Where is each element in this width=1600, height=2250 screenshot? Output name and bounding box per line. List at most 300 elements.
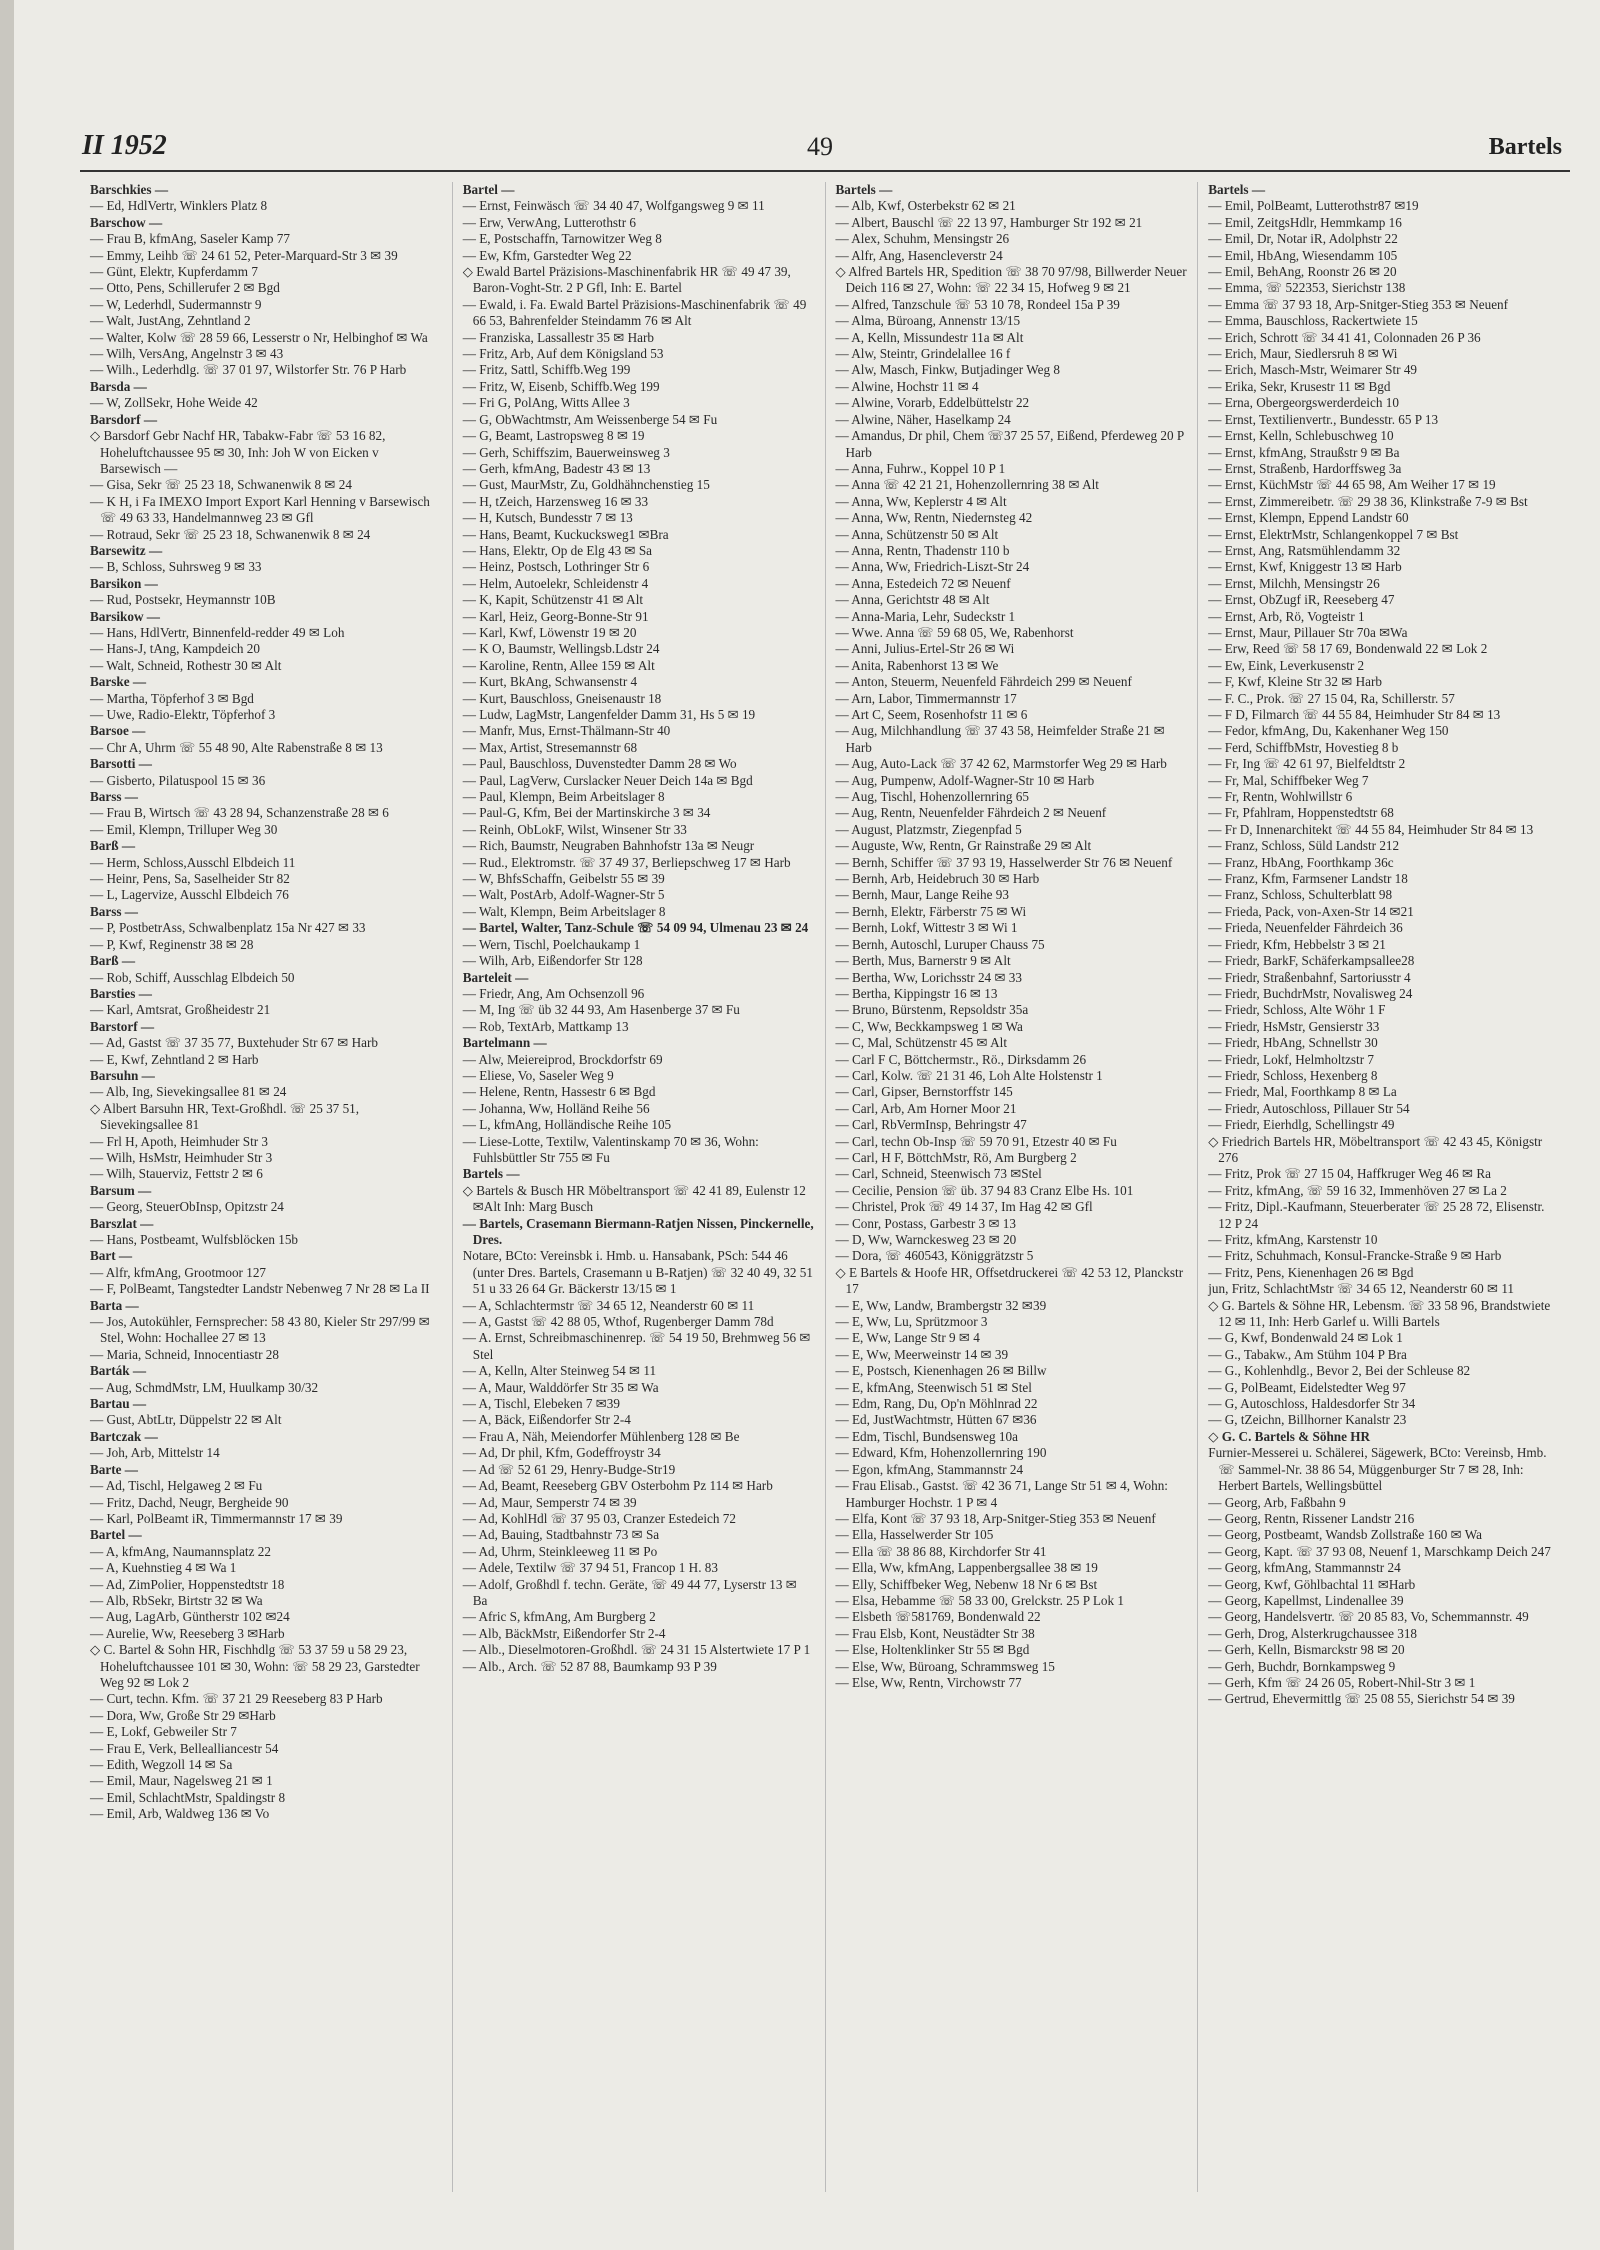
listing-entry: — Carl, Schneid, Steenwisch 73 ✉Stel (835, 1166, 1042, 1182)
listing-entry: — Paul, Bauschloss, Duvenstedter Damm 28 ✉ Wo (462, 756, 737, 772)
listing-entry: — Franziska, Lassallestr 35 ✉ Harb (462, 329, 654, 345)
listing-entry: — Curt, techn. Kfm. ☏ 37 21 29 Reeseberg 83 P Harb (90, 1691, 383, 1707)
column-4 (1198, 182, 1570, 2192)
listing-entry: — Else, Ww, Büroang, Schrammsweg 15 (835, 1658, 1055, 1674)
listing-entry: — Fritz, kfmAng, ☏ 59 16 32, Immenhöven 27 ✉ La 2 (1208, 1182, 1507, 1198)
listing-entry: — Wwe. Anna ☏ 59 68 05, We, Rabenhorst (835, 624, 1074, 640)
listing-entry: — Adolf, Großhdl f. techn. Geräte, ☏ 49 44 77, Lyserstr 13 ✉ Ba (462, 1576, 797, 1608)
listing-entry: — Emil, HbAng, Wiesendamm 105 (1208, 247, 1398, 263)
listing-entry: — Ernst, ElektrMstr, Schlangenkoppel 7 ✉ Bst (1208, 526, 1459, 542)
listing-entry: — Erw, VerwAng, Lutterothstr 6 (462, 214, 636, 230)
running-head: Bartels (1488, 134, 1562, 160)
listing-entry: — Fritz, Dipl.-Kaufmann, Steuerberater ☏ 25 28 72, Elisenstr. 12 P 24 (1208, 1199, 1545, 1231)
listing-entry: — Ernst, Zimmereibetr. ☏ 29 38 36, Klinkstraße 7-9 ✉ Bst (1208, 493, 1528, 509)
listing-entry: — Bernh, Arb, Heidebruch 30 ✉ Harb (835, 871, 1040, 887)
listing-entry: — Georg, Rentn, Rissener Landstr 216 (1208, 1510, 1415, 1526)
listing-entry: — Emil, BehAng, Roonstr 26 ✉ 20 (1208, 264, 1397, 280)
listing-entry: — E, Ww, Lu, Sprützmoor 3 (835, 1314, 988, 1330)
listing-entry: — A, Schlachtermstr ☏ 34 65 12, Neanderstr 60 ✉ 11 (462, 1297, 755, 1313)
listing-entry: — Alb, BäckMstr, Eißendorfer Str 2-4 (462, 1625, 666, 1641)
listing-entry: — Ernst, Feinwäsch ☏ 34 40 47, Wolfgangsweg 9 ✉ 11 (462, 198, 765, 214)
listing-entry: — Ad, Tischl, Helgaweg 2 ✉ Fu (90, 1478, 263, 1494)
listing-entry: — Alw, Steintr, Grindelallee 16 f (835, 346, 1011, 362)
listing-entry: Furnier-Messerei u. Schälerei, Sägewerk, BCto: Vereinsb, Hmb. ☏ Sammel-Nr. 38 86 54, Müggenburger Str 7 ✉ 28, Inh: Herbert Bartels, Wellingsbüttel (1208, 1445, 1547, 1494)
listing-entry: — C, Ww, Beckkampsweg 1 ✉ Wa (835, 1018, 1023, 1034)
listing-entry: — Ernst, Ang, Ratsmühlendamm 32 (1208, 542, 1401, 558)
listing-entry: — Frieda, Neuenfelder Fährdeich 36 (1208, 920, 1403, 936)
surname-heading: Barsum — (90, 1182, 152, 1198)
listing-entry: — A, Kelln, Alter Steinweg 54 ✉ 11 (462, 1363, 657, 1379)
listing-entry: — Alfred, Tanzschule ☏ 53 10 78, Rondeel 15a P 39 (835, 296, 1120, 312)
listing-entry: — E, Ww, Meerweinstr 14 ✉ 39 (835, 1346, 1009, 1362)
surname-heading: Barsotti — (90, 756, 152, 772)
listing-entry: — Chr A, Uhrm ☏ 55 48 90, Alte Rabenstraße 8 ✉ 13 (90, 739, 383, 755)
listing-entry: jun, Fritz, SchlachtMstr ☏ 34 65 12, Neanderstr 60 ✉ 11 (1208, 1281, 1515, 1297)
listing-entry: — Ella, Hasselwerder Str 105 (835, 1527, 994, 1543)
listing-entry: — Gisberto, Pilatuspool 15 ✉ 36 (90, 772, 266, 788)
listing-entry: — A, Tischl, Elebeken 7 ✉39 (462, 1396, 620, 1412)
listing-entry: — Gust, AbtLtr, Düppelstr 22 ✉ Alt (90, 1412, 282, 1428)
listing-entry: — Else, Holtenklinker Str 55 ✉ Bgd (835, 1642, 1030, 1658)
surname-heading: Bartczak — (90, 1428, 158, 1444)
firm-listing: — Bartel, Walter, Tanz-Schule ☏ 54 09 94, Ulmenau 23 ✉ 24 (462, 920, 809, 936)
listing-entry: — Georg, kfmAng, Stammannstr 24 (1208, 1560, 1401, 1576)
listing-entry: — Fr, Rentn, Wohlwillstr 6 (1208, 789, 1353, 805)
listing-entry: — P, Kwf, Reginenstr 38 ✉ 28 (90, 936, 254, 952)
listing-entry: — Herm, Schloss,Ausschl Elbdeich 11 (90, 854, 296, 870)
listing-entry: — D, Ww, Warnckesweg 23 ✉ 20 (835, 1232, 1017, 1247)
surname-heading: Barta — (90, 1297, 139, 1313)
listing-entry: — A, Maur, Walddörfer Str 35 ✉ Wa (462, 1379, 659, 1395)
listing-entry: — Emil, Klempn, Trilluper Weg 30 (90, 821, 278, 837)
listing-entry: — Ernst, Maur, Pillauer Str 70a ✉Wa (1208, 624, 1408, 640)
listing-entry: — G, PolBeamt, Eidelstedter Weg 97 (1208, 1379, 1406, 1395)
listing-entry: — Gerh, Schiffszim, Bauerweinsweg 3 (462, 444, 670, 460)
surname-heading: Barsoe — (90, 723, 146, 739)
listing-entry: ◇ Albert Barsuhn HR, Text-Großhdl. ☏ 25 37 51, Sievekingsallee 81 (90, 1100, 360, 1133)
listing-entry: — Fedor, kfmAng, Du, Kakenhaner Weg 150 (1208, 723, 1449, 739)
listing-entry: — Erna, Obergeorgswerderdeich 10 (1208, 395, 1399, 411)
listing-entry: — Wilh, Arb, Eißendorfer Str 128 (462, 953, 643, 969)
surname-heading: Barss — (90, 903, 138, 919)
listing-entry: — Wilh, HsMstr, Heimhuder Str 3 (90, 1149, 273, 1165)
listing-entry: — Fritz, Pens, Kienenhagen 26 ✉ Bgd (1208, 1264, 1414, 1280)
listing-entry: — P, PostbetrAss, Schwalbenplatz 15a Nr 427 ✉ 33 (90, 920, 366, 936)
listing-entry: — Anna, Schützenstr 50 ✉ Alt (835, 526, 999, 542)
listing-entry: — Ad ☏ 52 61 29, Henry-Budge-Str19 (462, 1461, 676, 1477)
listing-entry: — Franz, HbAng, Foorthkamp 36c (1208, 854, 1394, 870)
listing-entry: — H, tZeich, Harzensweg 16 ✉ 33 (462, 493, 649, 509)
listing-entry: — Christel, Prok ☏ 49 14 37, Im Hag 42 ✉ Gfl (835, 1199, 1093, 1215)
listing-entry: — Ewald, i. Fa. Ewald Bartel Präzisions-Maschinenfabrik ☏ 49 66 53, Bahrenfelder Steindamm 76 ✉ Alt (462, 296, 807, 329)
listing-entry: — Uwe, Radio-Elektr, Töpferhof 3 (90, 707, 276, 722)
listing-entry: — Erich, Schrott ☏ 34 41 41, Colonnaden 26 P 36 (1208, 329, 1481, 345)
listing-entry: — Fritz, Dachd, Neugr, Bergheide 90 (90, 1494, 289, 1510)
listing-entry: — G, ObWachtmstr, Am Weissenberge 54 ✉ Fu (462, 411, 718, 427)
listing-entry: — Berth, Mus, Barnerstr 9 ✉ Alt (835, 953, 1011, 969)
surname-heading: Bartelmann — (462, 1035, 547, 1051)
listing-entry: — Alfr, Ang, Hasencleverstr 24 (835, 247, 1003, 263)
listing-entry: — Fritz, W, Eisenb, Schiffb.Weg 199 (462, 378, 660, 394)
surname-heading: Barte — (90, 1461, 138, 1477)
listing-entry: — Alex, Schuhm, Mensingstr 26 (835, 231, 1010, 247)
surname-heading: Barsda — (90, 378, 147, 394)
listing-entry: — Alw, Meiereiprod, Brockdorfstr 69 (462, 1051, 663, 1067)
listing-entry: — Emil, ZeitgsHdlr, Hemmkamp 16 (1208, 214, 1402, 230)
directory-page (70, 110, 1570, 2200)
listing-entry: ◇ Bartels & Busch HR Möbeltransport ☏ 42 41 89, Eulenstr 12 ✉Alt Inh: Marg Busch (462, 1182, 806, 1215)
listing-entry: — Anna ☏ 42 21 21, Hohenzollernring 38 ✉ Alt (835, 477, 1099, 493)
page-header (70, 110, 1570, 168)
listing-entry: Notare, BCto: Vereinsbk i. Hmb. u. Hansabank, PSch: 544 46 (unter Dres. Bartels, Crasemann u B-Ratjen) ☏ 32 40 49, 32 51 51 u 33 26 64 Gr. Bäckerstr 13/15 ✉ 1 (462, 1248, 813, 1297)
listing-entry: — Art C, Seem, Rosenhofstr 11 ✉ 6 (835, 707, 1028, 722)
listing-entry: — Anni, Julius-Ertel-Str 26 ✉ Wi (835, 641, 1015, 657)
surname-heading: Barszlat — (90, 1215, 154, 1231)
listing-entry: — L, Lagervize, Ausschl Elbdeich 76 (90, 887, 289, 903)
listing-entry: — August, Platzmstr, Ziegenpfad 5 (835, 821, 1022, 837)
listing-entry: — Elly, Schiffbeker Weg, Nebenw 18 Nr 6 ✉ Bst (835, 1576, 1098, 1592)
listing-entry: — Alb., Arch. ☏ 52 87 88, Baumkamp 93 P 39 (462, 1658, 717, 1674)
listing-entry: — Anna, Estedeich 72 ✉ Neuenf (835, 575, 1011, 591)
listing-entry: — Ad, KohlHdl ☏ 37 95 03, Cranzer Estedeich 72 (462, 1510, 736, 1526)
volume-year: II 1952 (82, 130, 167, 161)
listing-entry: — Ernst, Straßenb, Hardorffsweg 3a (1208, 460, 1402, 476)
listing-entry: — Aug, Tischl, Hohenzollernring 65 (835, 789, 1029, 805)
surname-heading: Bartels — (462, 1166, 520, 1182)
listing-entry: — Friedr, BuchdrMstr, Novalisweg 24 (1208, 985, 1413, 1001)
listing-entry: — Alma, Büroang, Annenstr 13/15 (835, 313, 1021, 329)
listing-entry: — Gerh, Kelln, Bismarckstr 98 ✉ 20 (1208, 1642, 1405, 1658)
listing-entry: — Erich, Masch-Mstr, Weimarer Str 49 (1208, 362, 1418, 378)
listing-entry: — B, Schloss, Suhrsweg 9 ✉ 33 (90, 559, 262, 575)
listing-entry: — Fritz, Sattl, Schiffb.Weg 199 (462, 362, 631, 378)
listing-entry: — Kurt, Bauschloss, Gneisenaustr 18 (462, 690, 662, 706)
listing-entry: — Ernst, Kelln, Schlebuschweg 10 (1208, 428, 1394, 444)
listing-entry: — Frau B, kfmAng, Saseler Kamp 77 (90, 231, 290, 247)
listing-entry: — E, Lokf, Gebweiler Str 7 (90, 1724, 237, 1740)
listing-entry: — Edward, Kfm, Hohenzollernring 190 (835, 1445, 1047, 1461)
listing-entry: — Frau E, Verk, Bellealliancestr 54 (90, 1740, 279, 1756)
listing-entry: — Georg, SteuerObInsp, Opitzstr 24 (90, 1199, 284, 1215)
listing-entry: — G, tZeichn, Billhorner Kanalstr 23 (1208, 1412, 1407, 1428)
listing-entry: — A, Gastst ☏ 42 88 05, Wthof, Rugenberger Damm 78d (462, 1314, 774, 1330)
listing-entry: — Wern, Tischl, Poelchaukamp 1 (462, 936, 641, 952)
listing-entry: — Paul, Klempn, Beim Arbeitslager 8 (462, 789, 665, 805)
listing-entry: — H, Kutsch, Bundesstr 7 ✉ 13 (462, 510, 633, 526)
listing-entry: — Ad, Gastst ☏ 37 35 77, Buxtehuder Str 67 ✉ Harb (90, 1035, 378, 1051)
listing-entry: — Walt, JustAng, Zehntland 2 (90, 313, 251, 329)
listing-entry: — Erich, Maur, Siedlersruh 8 ✉ Wi (1208, 346, 1398, 362)
listing-entry: — Friedr, Autoschloss, Pillauer Str 54 (1208, 1100, 1410, 1116)
listing-entry: — Elsa, Hebamme ☏ 58 33 00, Grelckstr. 25 P Lok 1 (835, 1592, 1125, 1608)
listing-entry: — K H, i Fa IMEXO Import Export Karl Henning v Barsewisch ☏ 49 63 33, Handelmannweg 23 ✉ Gfl (90, 493, 430, 526)
listing-entry: — Georg, Handelsvertr. ☏ 20 85 83, Vo, Schemmannstr. 49 (1208, 1609, 1529, 1625)
listing-entry: — Emil, SchlachtMstr, Spaldingstr 8 (90, 1789, 286, 1805)
listing-entry: — Friedr, BarkF, Schäferkampsallee28 (1208, 953, 1415, 969)
listing-entry: — Georg, Postbeamt, Wandsb Zollstraße 160 ✉ Wa (1208, 1527, 1482, 1543)
listing-entry: — Paul, LagVerw, Curslacker Neuer Deich 14a ✉ Bgd (462, 772, 753, 788)
listing-entry: — Emma, ☏ 522353, Sierichstr 138 (1208, 280, 1406, 296)
listing-entry: — Anna, Ww, Friedrich-Liszt-Str 24 (835, 559, 1030, 575)
listing-entry: ◇ Alfred Bartels HR, Spedition ☏ 38 70 97/98, Billwerder Neuer Deich 116 ✉ 27, Wohn: ☏ 22 34 15, Hofweg 9 ✉ 21 (835, 264, 1187, 296)
surname-heading: Barschow — (90, 214, 163, 230)
listing-entry: — Anton, Steuerm, Neuenfeld Fährdeich 299 ✉ Neuenf (835, 674, 1132, 690)
listing-entry: — G, Autoschloss, Haldesdorfer Str 34 (1208, 1396, 1416, 1412)
listing-entry: — Gerh, Kfm ☏ 24 26 05, Robert-Nhil-Str 3 ✉ 1 (1208, 1674, 1476, 1690)
listing-entry: — Alw, Masch, Finkw, Butjadinger Weg 8 (835, 362, 1060, 378)
listing-entry: — Bruno, Bürstenm, Repsoldstr 35a (835, 1002, 1029, 1018)
listing-entry: — Else, Ww, Rentn, Virchowstr 77 (835, 1674, 1022, 1690)
listing-entry: — Emil, Dr, Notar iR, Adolphstr 22 (1208, 231, 1398, 247)
listing-entry: — Elfa, Kont ☏ 37 93 18, Arp-Snitger-Stieg 353 ✉ Neuenf (835, 1510, 1156, 1526)
listing-entry: ◇ Barsdorf Gebr Nachf HR, Tabakw-Fabr ☏ 53 16 82, Hoheluftchaussee 95 ✉ 30, Inh: Joh W von Eicken v Barsewisch — (90, 428, 386, 476)
listing-entry: — Emma, Bauschloss, Rackertwiete 15 (1208, 313, 1418, 329)
listing-entry: — Aug, LagArb, Güntherstr 102 ✉24 (90, 1609, 290, 1625)
listing-entry: — Walter, Kolw ☏ 28 59 66, Lesserstr o Nr, Helbinghof ✉ Wa (90, 329, 428, 345)
surname-heading: Bart — (90, 1248, 133, 1264)
surname-heading: Barsewitz — (90, 542, 163, 558)
listing-entry: ◇ G. Bartels & Söhne HR, Lebensm. ☏ 33 58 96, Brandstwiete 12 ✉ 11, Inh: Herb Garlef u. Willi Bartels (1208, 1297, 1551, 1330)
listing-entry: — Karl, Amtsrat, Großheidestr 21 (90, 1002, 271, 1018)
header-rule (80, 170, 1570, 172)
surname-heading: Barták — (90, 1363, 147, 1379)
listing-entry: — Friedr, Eierhdlg, Schellingstr 49 (1208, 1117, 1395, 1133)
listing-entry: — Aug, Milchhandlung ☏ 37 43 58, Heimfelder Straße 21 ✉ Harb (835, 723, 1165, 755)
listing-entry: — Reinh, ObLokF, Wilst, Winsener Str 33 (462, 821, 687, 837)
surname-heading: Barsikow — (90, 608, 160, 624)
listing-entry: — Ad, Beamt, Reeseberg GBV Osterbohm Pz 114 ✉ Harb (462, 1478, 773, 1494)
listing-entry: — F. C., Prok. ☏ 27 15 04, Ra, Schillerstr. 57 (1208, 690, 1455, 706)
page-number: 49 (807, 132, 833, 161)
listing-entry: — Anna-Maria, Lehr, Sudeckstr 1 (835, 608, 1016, 624)
listing-entry: — Wilh, Stauerviz, Fettstr 2 ✉ 6 (90, 1166, 263, 1182)
column-3 (826, 182, 1199, 2192)
listing-entry: — Georg, Kapt. ☏ 37 93 08, Neuenf 1, Marschkamp Deich 247 (1208, 1543, 1551, 1559)
listing-entry: — Gerh, kfmAng, Badestr 43 ✉ 13 (462, 460, 651, 476)
surname-heading: Bartel — (462, 182, 515, 197)
listing-entry: — E, Ww, Lange Str 9 ✉ 4 (835, 1330, 980, 1346)
surname-heading: Barß — (90, 838, 136, 854)
listing-entry: — Rotraud, Sekr ☏ 25 23 18, Schwanenwik 8 ✉ 24 (90, 526, 371, 542)
listing-entry: — Karl, Heiz, Georg-Bonne-Str 91 (462, 608, 649, 624)
listing-entry: — Gust, MaurMstr, Zu, Goldhähnchenstieg 15 (462, 477, 710, 493)
listing-entry: — Friedr, Ang, Am Ochsenzoll 96 (462, 985, 645, 1001)
listing-entry: — Carl F C, Böttchermstr., Rö., Dirksdamm 26 (835, 1051, 1087, 1067)
listing-entry: — Afric S, kfmAng, Am Burgberg 2 (462, 1609, 656, 1625)
listing-entry: — F D, Filmarch ☏ 44 55 84, Heimhuder Str 84 ✉ 13 (1208, 707, 1501, 722)
listing-entry: — Friedr, HbAng, Schnellstr 30 (1208, 1035, 1378, 1051)
listing-entry: — Hans, Postbeamt, Wulfsblöcken 15b (90, 1232, 299, 1247)
surname-heading: Barsties — (90, 985, 152, 1001)
listing-entry: — Jos, Autokühler, Fernsprecher: 58 43 80, Kieler Str 297/99 ✉ Stel, Wohn: Hochallee 27 ✉ 13 (90, 1314, 430, 1346)
listing-entry: — Karl, PolBeamt iR, Timmermannstr 17 ✉ 39 (90, 1510, 343, 1526)
listing-entry: — Amandus, Dr phil, Chem ☏37 25 57, Eißend, Pferdeweg 20 P Harb (835, 428, 1184, 460)
listing-entry: — Ernst, Klempn, Eppend Landstr 60 (1208, 510, 1409, 526)
listing-entry: — Ferd, SchiffbMstr, Hovestieg 8 b (1208, 739, 1399, 755)
listing-entry: — Emil, Arb, Waldweg 136 ✉ Vo (90, 1806, 270, 1822)
listing-entry: — Anna, Ww, Keplerstr 4 ✉ Alt (835, 493, 1007, 509)
listing-entry: — A, Kelln, Missundestr 11a ✉ Alt (835, 329, 1024, 345)
surname-heading: Barsdorf — (90, 411, 158, 427)
listing-entry: — Gertrud, Ehevermittlg ☏ 25 08 55, Sierichstr 54 ✉ 39 (1208, 1691, 1515, 1707)
listing-entry: — Frau A, Näh, Meiendorfer Mühlenberg 128 ✉ Be (462, 1428, 740, 1444)
listing-entry: — Maria, Schneid, Innocentiastr 28 (90, 1346, 279, 1362)
listing-entry: — Rud, Postsekr, Heymannstr 10B (90, 592, 276, 608)
listing-entry: — Edm, Rang, Du, Op'n Möhlnrad 22 (835, 1396, 1038, 1412)
listing-entry: — Ella, Ww, kfmAng, Lappenbergsallee 38 ✉ 19 (835, 1560, 1098, 1576)
listing-entry: — Anna, Gerichtstr 48 ✉ Alt (835, 592, 990, 608)
listing-entry: — Alb, Kwf, Osterbekstr 62 ✉ 21 (835, 198, 1016, 214)
listing-entry: — Walt, Schneid, Rothestr 30 ✉ Alt (90, 657, 282, 673)
listing-entry: — Emil, PolBeamt, Lutterothstr87 ✉19 (1208, 198, 1419, 214)
listing-entry: — E, Kwf, Zehntland 2 ✉ Harb (90, 1051, 259, 1067)
listing-entry: — Anna, Rentn, Thadenstr 110 b (835, 542, 1010, 558)
listing-entry: — Carl, techn Ob-Insp ☏ 59 70 91, Etzestr 40 ✉ Fu (835, 1133, 1117, 1149)
listing-entry: — W, ZollSekr, Hohe Weide 42 (90, 395, 258, 411)
listing-entry: — Elsbeth ☏581769, Bondenwald 22 (835, 1609, 1041, 1625)
listing-entry: — Carl, Kolw. ☏ 21 31 46, Loh Alte Holstenstr 1 (835, 1067, 1103, 1083)
listing-entry: — Ludw, LagMstr, Langenfelder Damm 31, Hs 5 ✉ 19 (462, 707, 756, 722)
listing-entry: — Carl, H F, BöttchMstr, Rö, Am Burgberg 2 (835, 1149, 1077, 1165)
listing-entry: — Edm, Tischl, Bundsensweg 10a (835, 1428, 1018, 1444)
listing-entry: — Bernh, Elektr, Färberstr 75 ✉ Wi (835, 903, 1027, 919)
listing-entry: — Fr, Ing ☏ 42 61 97, Bielfeldtstr 2 (1208, 756, 1406, 772)
listing-entry: — Ernst, Kwf, Kniggestr 13 ✉ Harb (1208, 559, 1402, 575)
listing-entry: — A, kfmAng, Naumannsplatz 22 (90, 1543, 271, 1559)
listing-entry: — Rud., Elektromstr. ☏ 37 49 37, Berliepschweg 17 ✉ Harb (462, 854, 791, 870)
firm-listing: ◇ G. C. Bartels & Söhne HR (1208, 1428, 1371, 1444)
listing-entry: — Heinr, Pens, Sa, Saselheider Str 82 (90, 871, 290, 887)
listing-entry: — Bernh, Maur, Lange Reihe 93 (835, 887, 1009, 903)
listing-entry: — Frl H, Apoth, Heimhuder Str 3 (90, 1133, 269, 1149)
listing-entry: — Ernst, KüchMstr ☏ 44 65 98, Am Weiher 17 ✉ 19 (1208, 477, 1496, 493)
listing-entry: — Rob, Schiff, Ausschlag Elbdeich 50 (90, 969, 295, 985)
listing-entry: — Bertha, Ww, Lorichsstr 24 ✉ 33 (835, 969, 1022, 985)
listing-entry: — Emil, Maur, Nagelsweg 21 ✉ 1 (90, 1773, 273, 1789)
listing-entry: — G., Kohlenhdlg., Bevor 2, Bei der Schleuse 82 (1208, 1363, 1471, 1379)
listing-entry: — Ad, Maur, Semperstr 74 ✉ 39 (462, 1494, 637, 1510)
listing-entry: — Georg, Kapellmst, Lindenallee 39 (1208, 1592, 1404, 1608)
surname-heading: Bartels — (835, 182, 893, 197)
listing-entry: ◇ Friedrich Bartels HR, Möbeltransport ☏ 42 43 45, Königstr 276 (1208, 1133, 1543, 1165)
listing-entry: — Ew, Eink, Leverkusenstr 2 (1208, 657, 1365, 673)
listing-entry: — L, kfmAng, Holländische Reihe 105 (462, 1117, 672, 1133)
listing-entry: — Arn, Labor, Timmermannstr 17 (835, 690, 1017, 706)
listing-entry: — Ad, Dr phil, Kfm, Godeffroystr 34 (462, 1445, 661, 1461)
listing-entry: — C, Mal, Schützenstr 45 ✉ Alt (835, 1035, 1007, 1051)
surname-heading: Barsikon — (90, 575, 158, 591)
listing-entry: — Rich, Baumstr, Neugraben Bahnhofstr 13a ✉ Neugr (462, 838, 755, 854)
listing-entry: — Franz, Schloss, Schulterblatt 98 (1208, 887, 1393, 903)
listing-entry: — K O, Baumstr, Wellingsb.Ldstr 24 (462, 641, 660, 657)
listing-entry: ◇ C. Bartel & Sohn HR, Fischhdlg ☏ 53 37 59 u 58 29 23, Hoheluftchaussee 101 ✉ 30, Wohn: ☏ 58 29 23, Garstedter Weg 92 ✉ Lok 2 (90, 1642, 420, 1690)
listing-entry: — E, Postschaffn, Tarnowitzer Weg 8 (462, 231, 662, 247)
listing-entry: — Aug, Auto-Lack ☏ 37 42 62, Marmstorfer Weg 29 ✉ Harb (835, 756, 1167, 772)
listing-entry: — Fr D, Innenarchitekt ☏ 44 55 84, Heimhuder Str 84 ✉ 13 (1208, 821, 1534, 837)
listing-entry: — Erika, Sekr, Krusestr 11 ✉ Bgd (1208, 378, 1391, 394)
listing-entry: — Gerh, Drog, Alsterkrugchaussee 318 (1208, 1625, 1418, 1641)
listing-entry: — Cecilie, Pension ☏ üb. 37 94 83 Cranz Elbe Hs. 101 (835, 1182, 1134, 1198)
listing-entry: — Ad, Bauing, Stadtbahnstr 73 ✉ Sa (462, 1527, 660, 1543)
listing-entry: — Carl, RbVermInsp, Behringstr 47 (835, 1117, 1027, 1133)
listing-entry: — Martha, Töpferhof 3 ✉ Bgd (90, 690, 254, 706)
listing-entry: — Frau Elisab., Gastst. ☏ 42 36 71, Lange Str 51 ✉ 4, Wohn: Hamburger Hochstr. 1 P ✉ 4 (835, 1478, 1168, 1510)
listing-entry: — Dora, Ww, Große Str 29 ✉Harb (90, 1707, 276, 1723)
listing-entry: — A, Kuehnstieg 4 ✉ Wa 1 (90, 1560, 237, 1576)
listing-entry: — Aug, Pumpenw, Adolf-Wagner-Str 10 ✉ Harb (835, 772, 1095, 788)
listing-entry: — Frau Elsb, Kont, Neustädter Str 38 (835, 1625, 1035, 1641)
listing-entry: — Anita, Rabenhorst 13 ✉ We (835, 657, 999, 673)
listing-entry: — Aug, Rentn, Neuenfelder Fährdeich 2 ✉ Neuenf (835, 805, 1107, 821)
scan-margin (0, 0, 14, 2250)
listing-entry: — Fri G, PolAng, Witts Allee 3 (462, 395, 630, 411)
listing-entry: — Max, Artist, Stresemannstr 68 (462, 739, 638, 755)
listing-entry: — Karl, Kwf, Löwenstr 19 ✉ 20 (462, 624, 637, 640)
listing-entry: — Aug, SchmdMstr, LM, Huulkamp 30/32 (90, 1379, 319, 1395)
listing-entry: — Dora, ☏ 460543, Königgrätzstr 5 (835, 1248, 1034, 1264)
listing-entry: — Frieda, Pack, von-Axen-Str 14 ✉21 (1208, 903, 1414, 919)
listing-entry: — Adele, Textilw ☏ 37 94 51, Francop 1 H. 83 (462, 1560, 718, 1576)
listing-entry: — Hans, Elektr, Op de Elg 43 ✉ Sa (462, 542, 653, 558)
listing-entry: — Bertha, Kippingstr 16 ✉ 13 (835, 985, 998, 1001)
listing-entry: — Carl, Arb, Am Horner Moor 21 (835, 1100, 1017, 1116)
firm-listing: — Bartels, Crasemann Biermann-Ratjen Nissen, Pinckernelle, Dres. (462, 1215, 814, 1247)
surname-heading: Bartels — (1208, 182, 1266, 197)
listing-entry: — Fritz, kfmAng, Karstenstr 10 (1208, 1232, 1378, 1247)
listing-entry: — Alb, RbSekr, Birtstr 32 ✉ Wa (90, 1592, 263, 1608)
surname-heading: Barstorf — (90, 1018, 155, 1034)
listing-entry: — Bernh, Lokf, Wittestr 3 ✉ Wi 1 (835, 920, 1018, 936)
listing-entry: — Friedr, HsMstr, Gensierstr 33 (1208, 1018, 1380, 1034)
listing-entry: — Eliese, Vo, Saseler Weg 9 (462, 1067, 614, 1083)
surname-heading: Bartel — (90, 1527, 142, 1543)
listing-entry: — Friedr, Schloss, Alte Wöhr 1 F (1208, 1002, 1386, 1018)
listing-entry: — Bernh, Schiffer ☏ 37 93 19, Hasselwerder Str 76 ✉ Neuenf (835, 854, 1173, 870)
surname-heading: Barske — (90, 674, 147, 690)
listing-entry: — Franz, Schloss, Süld Landstr 212 (1208, 838, 1400, 854)
listing-entry: — Liese-Lotte, Textilw, Valentinskamp 70 ✉ 36, Wohn: Fuhlsbüttler Str 755 ✉ Fu (462, 1133, 759, 1165)
listing-entry: — Manfr, Mus, Ernst-Thälmann-Str 40 (462, 723, 671, 739)
listing-entry: — Johanna, Ww, Holländ Reihe 56 (462, 1100, 650, 1116)
listing-entry: — Conr, Postass, Garbestr 3 ✉ 13 (835, 1215, 1016, 1231)
listing-entry: — Friedr, Kfm, Hebbelstr 3 ✉ 21 (1208, 936, 1386, 952)
listing-entry: — Rob, TextArb, Mattkamp 13 (462, 1018, 629, 1034)
surname-heading: Barteleit — (462, 969, 529, 985)
listing-entry: — Friedr, Mal, Foorthkamp 8 ✉ La (1208, 1084, 1397, 1100)
listing-entry: — Erw, Reed ☏ 58 17 69, Bondenwald 22 ✉ Lok 2 (1208, 641, 1488, 657)
listing-entry: — Ad, Uhrm, Steinkleeweg 11 ✉ Po (462, 1543, 658, 1559)
listing-entry: — Georg, Kwf, Göhlbachtal 11 ✉Harb (1208, 1576, 1416, 1592)
listing-entry: ◇ E Bartels & Hoofe HR, Offsetdruckerei ☏ 42 53 12, Planckstr 17 (835, 1264, 1184, 1297)
listing-entry: — Ernst, kfmAng, Straußstr 9 ✉ Ba (1208, 444, 1400, 460)
listing-entry: — Fr, Pfahlram, Hoppenstedtstr 68 (1208, 805, 1394, 821)
listing-entry: — Ed, HdlVertr, Winklers Platz 8 (90, 198, 268, 214)
listing-entry: — M, Ing ☏ üb 32 44 93, Am Hasenberge 37 ✉ Fu (462, 1002, 740, 1018)
listing-entry: — Heinz, Postsch, Lothringer Str 6 (462, 559, 650, 575)
listing-entry: — Ernst, Milchh, Mensingstr 26 (1208, 575, 1380, 591)
listing-entry: — Ed, JustWachtmstr, Hütten 67 ✉36 (835, 1412, 1037, 1428)
listing-entry: — Wilh, VersAng, Angelnstr 3 ✉ 43 (90, 346, 284, 362)
listing-entry: — Auguste, Ww, Rentn, Gr Rainstraße 29 ✉ Alt (835, 838, 1092, 854)
surname-heading: Barß — (90, 953, 136, 969)
column-1 (80, 182, 453, 2192)
listing-entry: — E, kfmAng, Steenwisch 51 ✉ Stel (835, 1379, 1032, 1395)
listing-entry: — Karoline, Rentn, Allee 159 ✉ Alt (462, 657, 655, 673)
listing-entry: — F, PolBeamt, Tangstedter Landstr Nebenweg 7 Nr 28 ✉ La II (90, 1281, 430, 1297)
listing-entry: — Joh, Arb, Mittelstr 14 (90, 1445, 220, 1461)
listing-entry: — Ernst, Textilienvertr., Bundesstr. 65 P 13 (1208, 411, 1439, 427)
surname-heading: Barschkies — (90, 182, 169, 197)
